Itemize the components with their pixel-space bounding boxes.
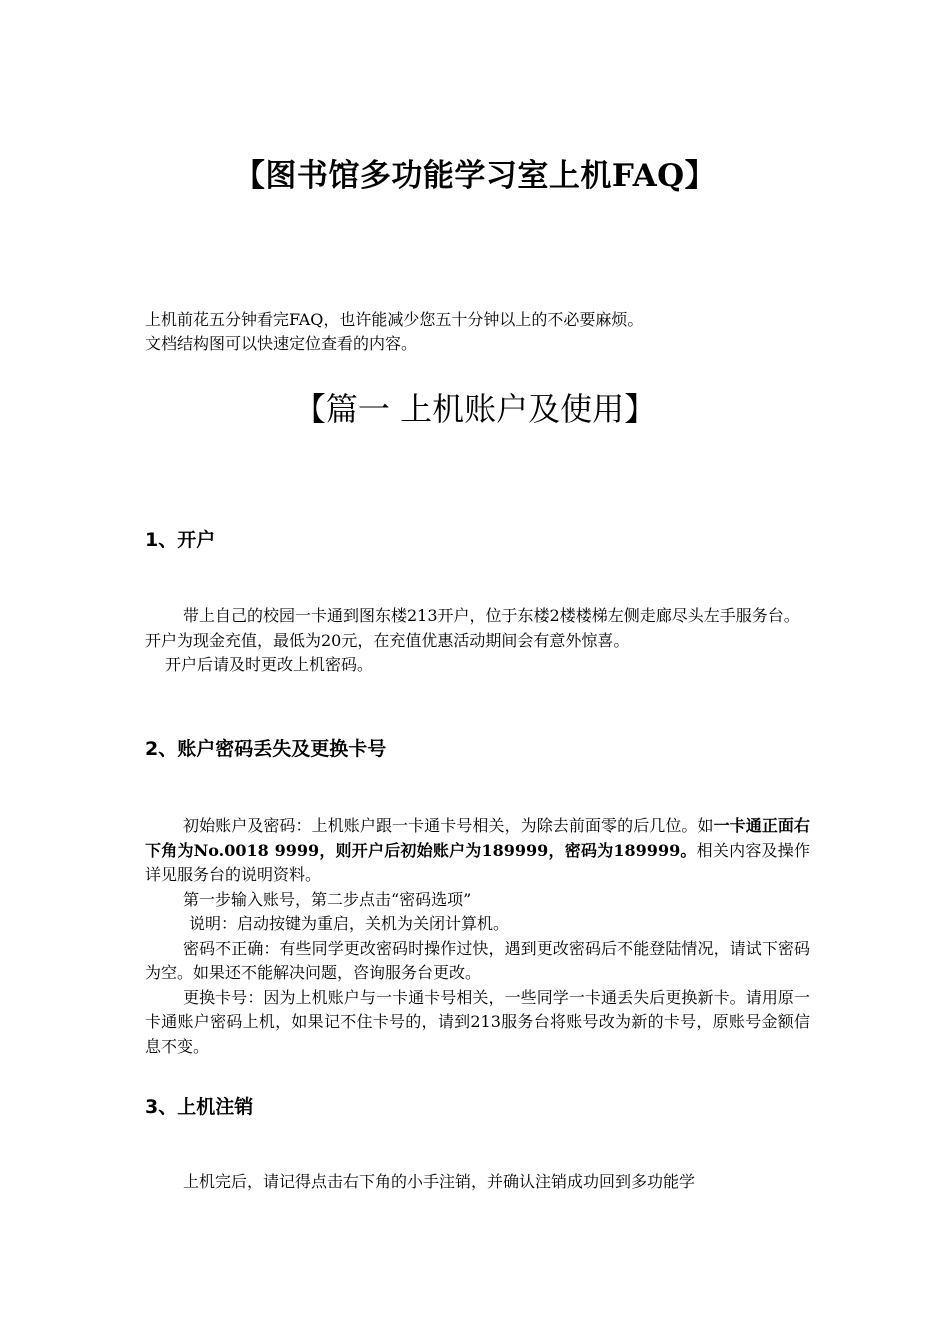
section-1-body xyxy=(145,604,810,678)
part-one-title: 【篇一 上机账户及使用】 xyxy=(293,390,657,428)
section-2-paragraph-2: 第一步输入账号，第二步点击“密码选项” xyxy=(183,889,472,909)
section-3-paragraph-1: 上机完后，请记得点击右下角的小手注销，并确认注销成功回到多功能学 xyxy=(183,1172,696,1191)
section-3-heading: 3、上机注销 xyxy=(145,1096,254,1118)
intro-text xyxy=(145,308,815,356)
section-2-paragraph-1 xyxy=(145,814,810,888)
document-title: 【图书馆多功能学习室上机FAQ】 xyxy=(233,158,717,194)
intro-line-2: 文档结构图可以快速定位查看的内容。 xyxy=(145,334,418,353)
section-2-paragraph-4: 密码不正确：有些同学更改密码时操作过快，遇到更改密码后不能登陆情况，请试下密码为空。如果还不能解决问题，咨询服务台更改。 xyxy=(145,938,810,982)
section-3-body xyxy=(145,1170,810,1195)
section-2-paragraph-1-bold: 一卡通正面右下角为No.0018 9999，则开户后初始账户为189999，密码为189999。 xyxy=(145,816,810,860)
section-2-paragraph-1-start: 初始账户及密码：上机账户跟一卡通卡号相关，为除去前面零的后几位。如 xyxy=(183,816,714,835)
section-2-paragraph-5: 更换卡号：因为上机账户与一卡通卡号相关，一些同学一卡通丢失后更换新卡。请用原一卡通账户密码上机，如果记不住卡号的，请到213服务台将账号改为新的卡号，原账号金额信息不变。 xyxy=(145,987,810,1056)
section-1-paragraph-1: 带上自己的校园一卡通到图东楼213开户，位于东楼2楼楼梯左侧走廊尽头左手服务台。 xyxy=(183,606,800,625)
intro-line-1: 上机前花五分钟看完FAQ，也许能减少您五十分钟以上的不必要麻烦。 xyxy=(145,310,644,329)
section-1-paragraph-2: 开户为现金充值，最低为20元，在充值优惠活动期间会有意外惊喜。 xyxy=(145,630,630,650)
section-1-heading: 1、开户 xyxy=(145,529,216,551)
section-2-paragraph-3: 说明：启动按键为重启，关机为关闭计算机。 xyxy=(189,914,510,933)
section-1-paragraph-3: 开户后请及时更改上机密码。 xyxy=(165,655,374,674)
section-2-paragraph-1-end: 相关内容及操作详见服务台的说明资料。 xyxy=(145,840,810,884)
section-2-heading: 2、账户密码丢失及更换卡号 xyxy=(145,738,387,760)
section-2-body xyxy=(145,814,810,1059)
